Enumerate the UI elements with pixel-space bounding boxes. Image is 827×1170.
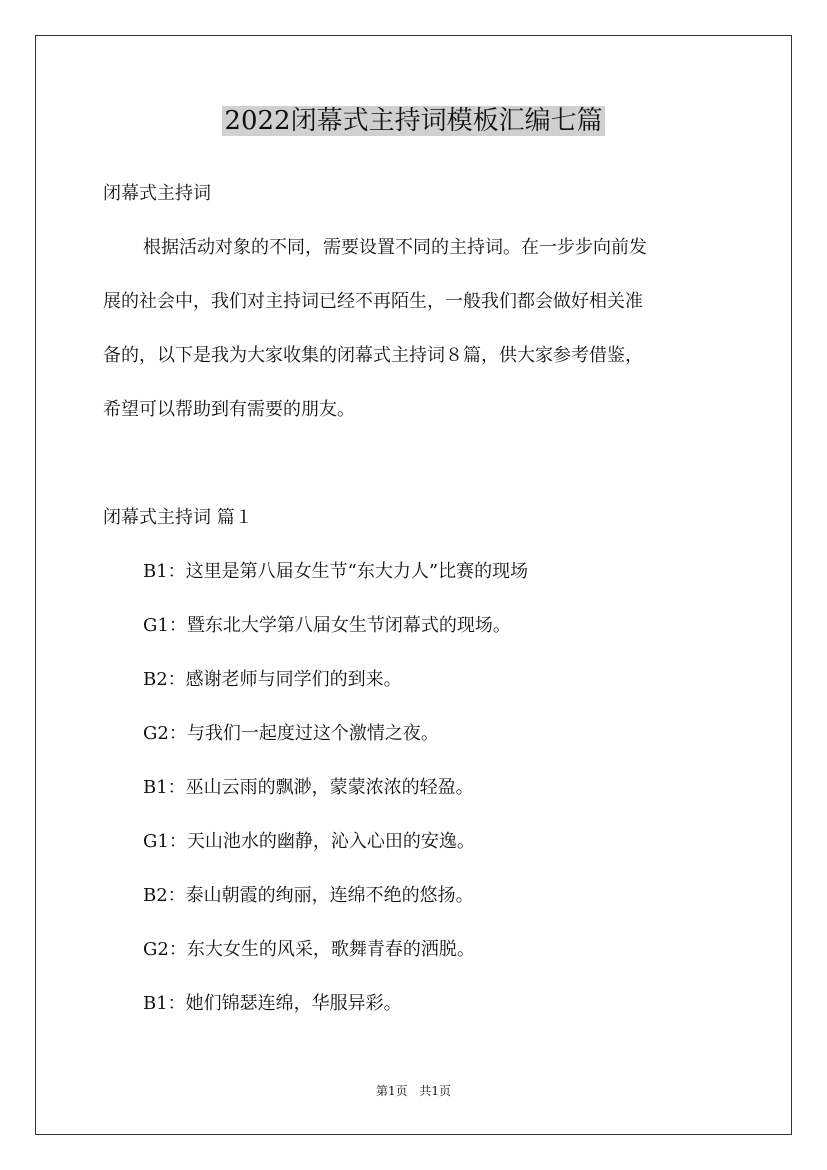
dialogue-line: B2：泰山朝霞的绚丽，连绵不绝的悠扬。 (143, 885, 474, 906)
dialogue-line: B1：巫山云雨的飘渺，蒙蒙浓浓的轻盈。 (143, 777, 474, 798)
intro-line: 根据活动对象的不同，需要设置不同的主持词。在一步步向前发 (143, 237, 647, 258)
intro-line: 希望可以帮助到有需要的朋友。 (103, 399, 355, 420)
document-title (0, 100, 827, 142)
dialogue-line: B1：她们锦瑟连绵，华服异彩。 (143, 993, 402, 1014)
page-footer (0, 1083, 827, 1099)
page-number: 第1页 (375, 1084, 408, 1098)
intro-line: 展的社会中，我们对主持词已经不再陌生，一般我们都会做好相关准 (103, 291, 643, 312)
intro-line: 备的，以下是我为大家收集的闭幕式主持词８篇，供大家参考借鉴， (103, 345, 643, 366)
heading: 闭幕式主持词 (103, 183, 211, 204)
dialogue-line: G2：东大女生的风采，歌舞青春的洒脱。 (143, 939, 475, 960)
page-total: 共1页 (419, 1084, 452, 1098)
section-heading: 闭幕式主持词 篇１ (103, 507, 253, 528)
dialogue-line: G2：与我们一起度过这个激情之夜。 (143, 723, 439, 744)
dialogue-line: G1：天山池水的幽静，沁入心田的安逸。 (143, 831, 475, 852)
document-title-text: 2022闭幕式主持词模板汇编七篇 (224, 106, 603, 136)
dialogue-line: B2：感谢老师与同学们的到来。 (143, 669, 402, 690)
dialogue-line: B1：这里是第八届女生节“东大力人”比赛的现场 (143, 561, 529, 582)
dialogue-line: G1：暨东北大学第八届女生节闭幕式的现场。 (143, 615, 511, 636)
